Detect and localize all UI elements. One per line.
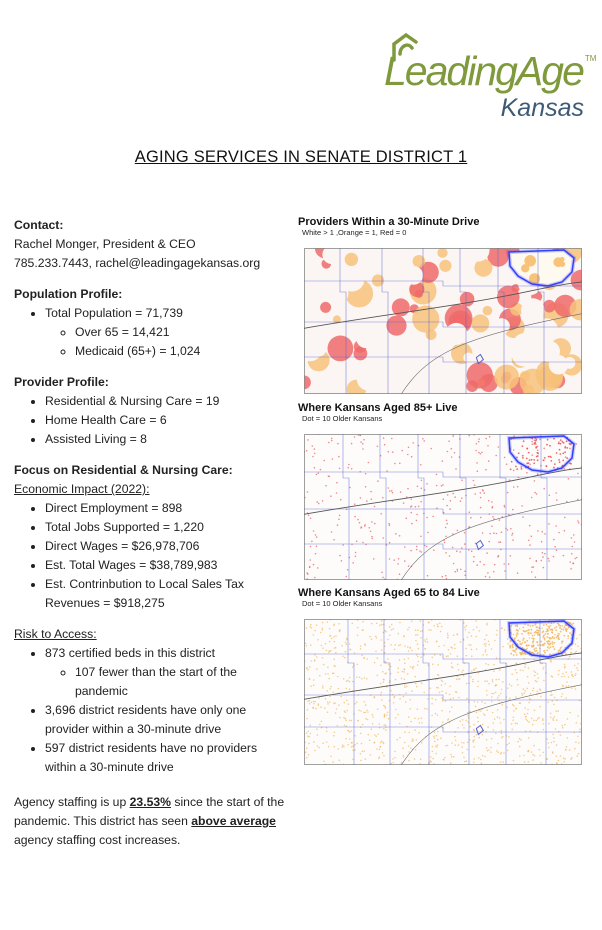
impact-item: • Est. Contrinbution to Local Sales Tax Revenues = $918,275	[45, 575, 286, 613]
aged-65-to-84-map	[304, 619, 582, 765]
map-subtitle: White > 1 ,Orange = 1, Red = 0	[302, 228, 407, 237]
map-block-providers	[298, 216, 588, 237]
focus-section	[14, 461, 286, 613]
risk-beds: • 873 certified beds in this district ◦ 107 fewer than the start of the pandemic	[45, 644, 286, 701]
map-title: Providers Within a 30-Minute Drive	[298, 216, 480, 228]
risk-one-provider: • 3,696 district residents have only one provider within a 30-minute drive	[45, 701, 286, 739]
impact-item: • Direct Wages = $26,978,706	[45, 537, 286, 556]
population-medicaid: ◦ Medicaid (65+) = 1,024	[75, 342, 286, 361]
providers-drive-map	[304, 248, 582, 394]
impact-item: • Total Jobs Supported = 1,220	[45, 518, 286, 537]
contact-heading: Contact:	[14, 218, 64, 232]
risk-section	[14, 625, 286, 777]
page-title: AGING SERVICES IN SENATE DISTRICT 1	[134, 148, 468, 166]
map-subtitle: Dot = 10 Older Kansans	[302, 414, 383, 423]
leadingage-kansas-logo	[384, 28, 597, 128]
provider-heading: Provider Profile:	[14, 375, 109, 389]
contact-section	[14, 216, 286, 273]
focus-heading: Focus on Residential & Nursing Care:	[14, 463, 233, 477]
risk-heading: Risk to Access:	[14, 627, 97, 641]
provider-item: • Residential & Nursing Care = 19	[45, 392, 286, 411]
map-block-65to84	[298, 587, 588, 608]
logo-state: Kansas	[500, 94, 584, 122]
population-total: • Total Population = 71,739 ◦ Over 65 = 14,421 ◦ Medicaid (65+) = 1,024	[45, 304, 286, 361]
map-block-85plus	[298, 402, 588, 423]
left-column	[14, 216, 286, 850]
risk-fewer: ◦ 107 fewer than the start of the pandemic	[75, 663, 286, 701]
risk-no-provider: • 597 district residents have no providers within a 30-minute drive	[45, 739, 286, 777]
provider-section	[14, 373, 286, 449]
population-heading: Population Profile:	[14, 287, 123, 301]
impact-item: • Est. Total Wages = $38,789,983	[45, 556, 286, 575]
contact-name: Rachel Monger, President & CEO	[14, 237, 196, 251]
population-section	[14, 285, 286, 361]
impact-item: • Direct Employment = 898	[45, 499, 286, 518]
contact-phone-email: 785.233.7443, rachel@leadingagekansas.org	[14, 256, 261, 270]
provider-item: • Home Health Care = 6	[45, 411, 286, 430]
population-over65: ◦ Over 65 = 14,421	[75, 323, 286, 342]
aged-85-plus-map	[304, 434, 582, 580]
map-subtitle: Dot = 10 Older Kansans	[302, 599, 383, 608]
economic-impact-heading: Economic Impact (2022):	[14, 482, 150, 496]
map-title: Where Kansans Aged 85+ Live	[298, 402, 458, 414]
logo-wordmark: LeadingAge ™	[384, 48, 597, 94]
staffing-percent: 23.53%	[129, 795, 171, 809]
staffing-paragraph: Agency staffing is up 23.53% since the start of the pandemic. This district has seen above average agency staffing cost increases.	[14, 795, 285, 847]
staffing-emphasis: above average	[191, 814, 276, 828]
map-title: Where Kansans Aged 65 to 84 Live	[298, 587, 480, 599]
provider-item: • Assisted Living = 8	[45, 430, 286, 449]
